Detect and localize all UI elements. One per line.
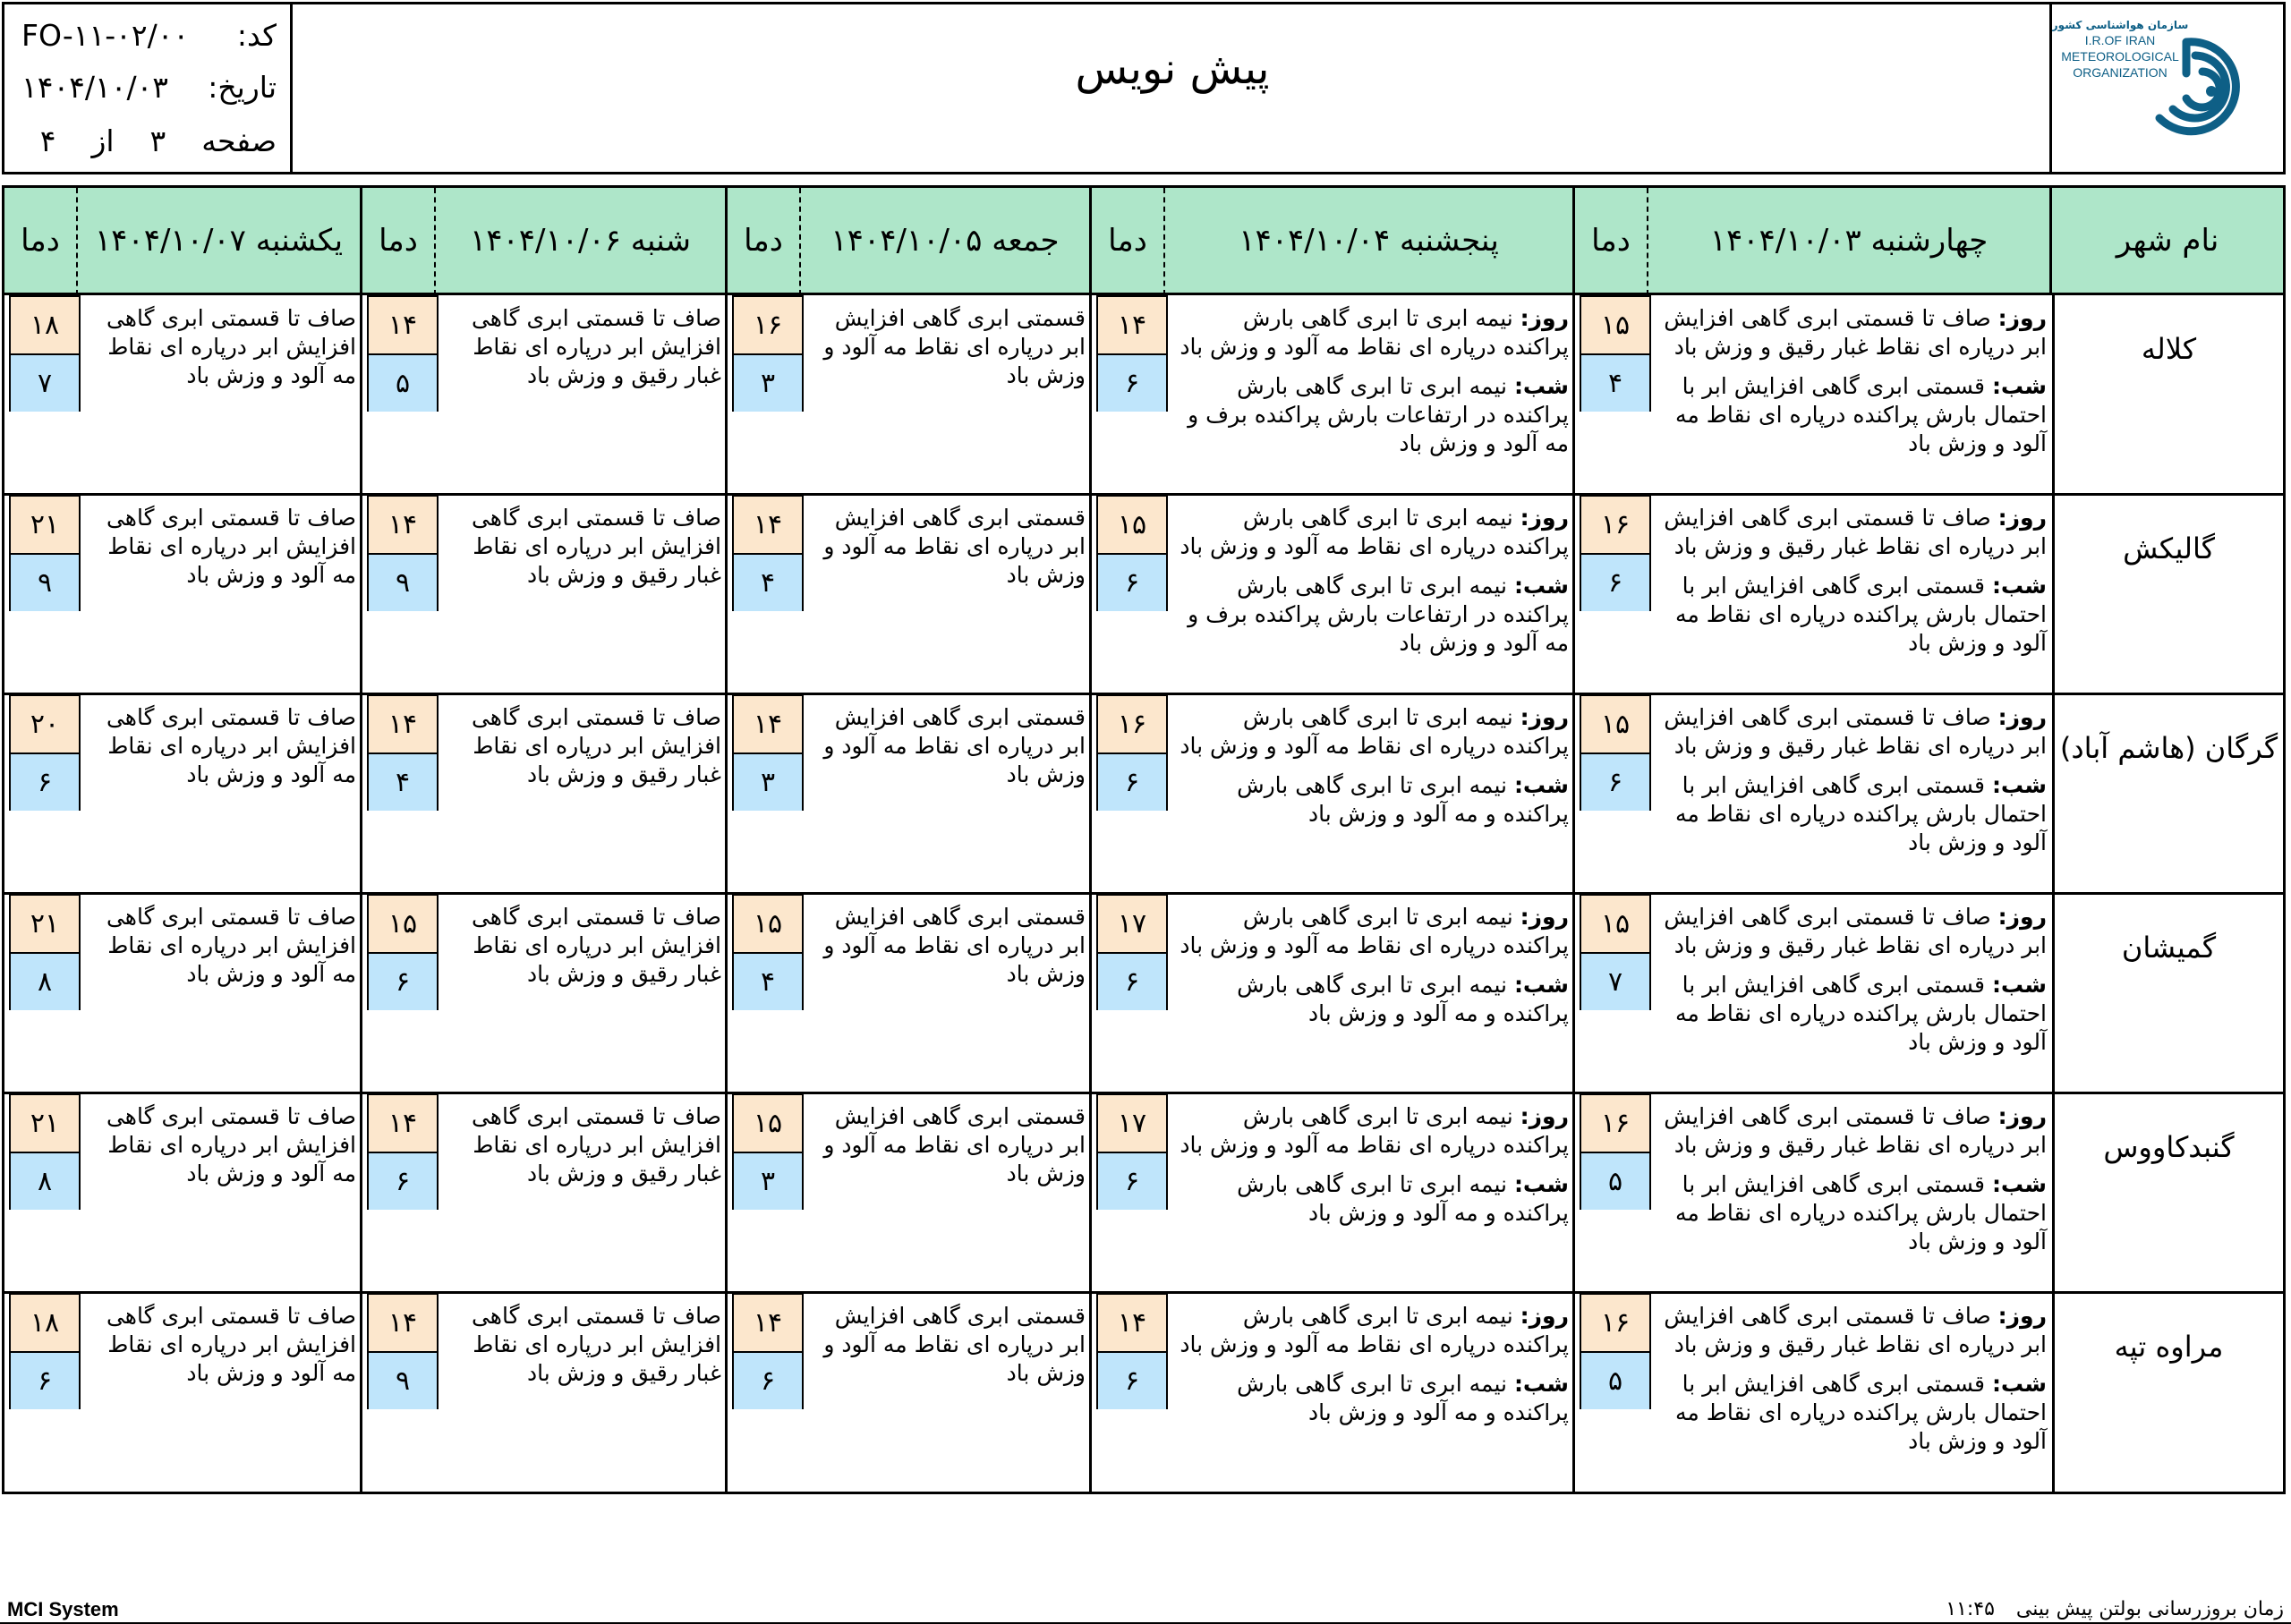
- document-meta: [2, 2, 293, 174]
- min-temperature: ۶: [11, 754, 79, 811]
- max-temperature: ۱۶: [1581, 1095, 1649, 1153]
- city-name: مراوه تپه: [2114, 1330, 2224, 1364]
- min-temperature: ۳: [734, 355, 802, 412]
- logo-cell: [2049, 2, 2286, 174]
- day-header-2: جمعه ۱۴۰۴/۱۰/۰۵: [801, 188, 1092, 295]
- max-temperature: ۲۰: [11, 696, 79, 754]
- temperature-box: [9, 894, 81, 1010]
- code-label: کد:: [236, 18, 277, 53]
- daily-forecast: صاف تا قسمتی ابری گاهی افزایش ابر درپاره ای نقاط مه آلود و وزش باد: [106, 1303, 356, 1386]
- forecast-description: [1179, 504, 1569, 668]
- max-temperature: ۱۴: [1098, 1295, 1166, 1353]
- forecast-description: [449, 304, 721, 390]
- forecast-description: [91, 1302, 356, 1388]
- page-total: ۴: [39, 123, 56, 158]
- forecast-description: [1662, 903, 2047, 1067]
- forecast-description: [1179, 1302, 1569, 1438]
- day-label: روز:: [1520, 305, 1569, 331]
- daily-forecast: صاف تا قسمتی ابری گاهی افزایش ابر درپاره ای نقاط غبار رقیق و وزش باد: [471, 704, 721, 787]
- page-label: صفحه: [201, 123, 277, 158]
- min-temperature: ۶: [1098, 954, 1166, 1010]
- day-label: روز:: [1997, 305, 2047, 331]
- min-temperature: ۶: [1098, 1353, 1166, 1409]
- night-label: شب:: [1991, 573, 2047, 599]
- day-forecast: نیمه ابری تا ابری گاهی بارش پراکنده درپاره ای نقاط مه آلود و وزش باد: [1180, 1103, 1569, 1158]
- day-header-0: چهارشنبه ۱۴۰۴/۱۰/۰۳: [1648, 188, 2052, 295]
- forecast-description: [449, 504, 721, 590]
- night-label: شب:: [1513, 772, 1569, 798]
- temperature-box: [732, 894, 804, 1010]
- night-label: شب:: [1513, 972, 1569, 998]
- temperature-box: [367, 694, 439, 811]
- temperature-box: [9, 295, 81, 412]
- date-label: تاریخ:: [208, 70, 277, 105]
- logo-text-fa: سازمان هواشناسی کشور: [2052, 19, 2189, 31]
- night-forecast: قسمتی ابری گاهی افزایش ابر با احتمال بارش پراکنده درپاره ای نقاط مه آلود و وزش باد: [1675, 373, 2047, 456]
- daily-forecast: قسمتی ابری گاهی افزایش ابر درپاره ای نقاط مه آلود و وزش باد: [823, 704, 1086, 787]
- day-forecast: صاف تا قسمتی ابری گاهی افزایش ابر درپاره ای نقاط غبار رقیق و وزش باد: [1664, 1103, 2047, 1158]
- min-temperature: ۶: [369, 954, 437, 1010]
- temperature-box: [1580, 694, 1651, 811]
- min-temperature: ۸: [11, 1153, 79, 1210]
- min-temperature: ۶: [1581, 555, 1649, 611]
- max-temperature: ۱۶: [734, 297, 802, 355]
- max-temperature: ۲۱: [11, 1095, 79, 1153]
- min-temperature: ۶: [369, 1153, 437, 1210]
- temp-header-0: دما: [1575, 188, 1648, 295]
- temperature-box: [732, 495, 804, 611]
- day-forecast: صاف تا قسمتی ابری گاهی افزایش ابر درپاره ای نقاط غبار رقیق و وزش باد: [1664, 704, 2047, 759]
- night-forecast: نیمه ابری تا ابری گاهی بارش پراکنده و مه آلود و وزش باد: [1237, 1371, 1569, 1425]
- night-label: شب:: [1513, 373, 1569, 399]
- max-temperature: ۱۴: [1098, 297, 1166, 355]
- max-temperature: ۱۴: [369, 297, 437, 355]
- day-forecast: صاف تا قسمتی ابری گاهی افزایش ابر درپاره ای نقاط غبار رقیق و وزش باد: [1664, 505, 2047, 559]
- daily-forecast: قسمتی ابری گاهی افزایش ابر درپاره ای نقاط مه آلود و وزش باد: [823, 1303, 1086, 1386]
- temperature-box: [1096, 495, 1168, 611]
- temperature-box: [732, 694, 804, 811]
- forecast-description: [449, 703, 721, 789]
- night-forecast: نیمه ابری تا ابری گاهی بارش پراکنده و مه آلود و وزش باد: [1237, 1171, 1569, 1226]
- max-temperature: ۱۵: [734, 1095, 802, 1153]
- footer-system-name: MCI System: [7, 1598, 119, 1620]
- night-forecast: نیمه ابری تا ابری گاهی بارش پراکنده در ارتفاعات بارش پراکنده برف و مه آلود و وزش باد: [1188, 373, 1569, 456]
- day-label: روز:: [1520, 704, 1569, 730]
- day-label: روز:: [1997, 1103, 2047, 1129]
- temperature-box: [367, 894, 439, 1010]
- max-temperature: ۱۵: [734, 896, 802, 954]
- forecast-description: [91, 304, 356, 390]
- forecast-description: [814, 1102, 1086, 1188]
- day-forecast: نیمه ابری تا ابری گاهی بارش پراکنده درپاره ای نقاط مه آلود و وزش باد: [1180, 704, 1569, 759]
- daily-forecast: صاف تا قسمتی ابری گاهی افزایش ابر درپاره ای نقاط مه آلود و وزش باد: [106, 305, 356, 388]
- temp-header-4: دما: [4, 188, 78, 295]
- min-temperature: ۵: [1581, 1153, 1649, 1210]
- day-header-3: شنبه ۱۴۰۴/۱۰/۰۶: [436, 188, 728, 295]
- max-temperature: ۱۸: [11, 1295, 79, 1353]
- temp-header-3: دما: [362, 188, 436, 295]
- night-forecast: نیمه ابری تا ابری گاهی بارش پراکنده و مه آلود و وزش باد: [1237, 972, 1569, 1026]
- day-forecast: صاف تا قسمتی ابری گاهی افزایش ابر درپاره ای نقاط غبار رقیق و وزش باد: [1664, 904, 2047, 958]
- max-temperature: ۱۵: [369, 896, 437, 954]
- night-label: شب:: [1991, 972, 2047, 998]
- max-temperature: ۱۵: [1581, 696, 1649, 754]
- max-temperature: ۱۵: [1581, 896, 1649, 954]
- min-temperature: ۸: [11, 954, 79, 1010]
- daily-forecast: صاف تا قسمتی ابری گاهی افزایش ابر درپاره ای نقاط مه آلود و وزش باد: [106, 505, 356, 588]
- temp-header-2: دما: [728, 188, 801, 295]
- day-forecast: نیمه ابری تا ابری گاهی بارش پراکنده درپاره ای نقاط مه آلود و وزش باد: [1180, 505, 1569, 559]
- day-header-1: پنجشنبه ۱۴۰۴/۱۰/۰۴: [1165, 188, 1575, 295]
- night-label: شب:: [1513, 573, 1569, 599]
- code-value: FO-۱۱-۰۲/۰۰: [21, 18, 190, 53]
- max-temperature: ۱۴: [734, 497, 802, 555]
- temperature-box: [367, 1293, 439, 1409]
- night-label: شب:: [1991, 1371, 2047, 1397]
- city-name: کلاله: [2141, 332, 2197, 366]
- page-title: پیش نویس: [1075, 44, 1270, 94]
- forecast-description: [814, 703, 1086, 789]
- temperature-box: [367, 1093, 439, 1210]
- min-temperature: ۳: [734, 1153, 802, 1210]
- max-temperature: ۱۸: [11, 297, 79, 355]
- max-temperature: ۱۷: [1098, 1095, 1166, 1153]
- night-label: شب:: [1991, 772, 2047, 798]
- temperature-box: [1580, 295, 1651, 412]
- date-row: [21, 70, 277, 105]
- min-temperature: ۴: [369, 754, 437, 811]
- day-forecast: نیمه ابری تا ابری گاهی بارش پراکنده درپاره ای نقاط مه آلود و وزش باد: [1180, 904, 1569, 958]
- logo-text-2: METEOROLOGICAL: [2061, 49, 2179, 64]
- temperature-box: [1580, 1293, 1651, 1409]
- night-forecast: قسمتی ابری گاهی افزایش ابر با احتمال بارش پراکنده درپاره ای نقاط مه آلود و وزش باد: [1675, 573, 2047, 656]
- temperature-box: [732, 1293, 804, 1409]
- temperature-box: [9, 694, 81, 811]
- temperature-box: [732, 1093, 804, 1210]
- forecast-description: [1662, 304, 2047, 469]
- temperature-box: [9, 1293, 81, 1409]
- temperature-box: [367, 295, 439, 412]
- max-temperature: ۱۵: [1581, 297, 1649, 355]
- max-temperature: ۱۴: [369, 497, 437, 555]
- temperature-box: [1580, 495, 1651, 611]
- max-temperature: ۱۶: [1098, 696, 1166, 754]
- forecast-description: [1662, 1302, 2047, 1467]
- forecast-description: [91, 504, 356, 590]
- temperature-box: [1096, 295, 1168, 412]
- day-forecast: نیمه ابری تا ابری گاهی بارش پراکنده درپاره ای نقاط مه آلود و وزش باد: [1180, 305, 1569, 360]
- max-temperature: ۱۷: [1098, 896, 1166, 954]
- city-name: گمیشان: [2121, 931, 2217, 965]
- max-temperature: ۱۶: [1581, 497, 1649, 555]
- forecast-description: [814, 304, 1086, 390]
- temperature-box: [732, 295, 804, 412]
- city-name: گنبدکاووس: [2103, 1130, 2235, 1164]
- logo-text-1: I.R.OF IRAN: [2084, 33, 2156, 47]
- min-temperature: ۷: [1581, 954, 1649, 1010]
- page-current: ۳: [149, 123, 166, 158]
- min-temperature: ۷: [11, 355, 79, 412]
- page-of: از: [91, 123, 115, 158]
- max-temperature: ۱۴: [369, 1295, 437, 1353]
- daily-forecast: قسمتی ابری گاهی افزایش ابر درپاره ای نقاط مه آلود و وزش باد: [823, 505, 1086, 588]
- night-label: شب:: [1991, 373, 2047, 399]
- forecast-description: [1179, 903, 1569, 1039]
- min-temperature: ۶: [734, 1353, 802, 1409]
- forecast-description: [1179, 703, 1569, 839]
- city-column-header: نام شهر: [2052, 188, 2283, 295]
- night-forecast: قسمتی ابری گاهی افزایش ابر با احتمال بارش پراکنده درپاره ای نقاط مه آلود و وزش باد: [1675, 1171, 2047, 1254]
- daily-forecast: صاف تا قسمتی ابری گاهی افزایش ابر درپاره ای نقاط مه آلود و وزش باد: [106, 704, 356, 787]
- forecast-description: [814, 504, 1086, 590]
- logo-text-3: ORGANIZATION: [2073, 65, 2168, 80]
- max-temperature: ۱۴: [369, 1095, 437, 1153]
- forecast-table: [2, 185, 2286, 1494]
- min-temperature: ۶: [1098, 355, 1166, 412]
- min-temperature: ۴: [734, 555, 802, 611]
- daily-forecast: قسمتی ابری گاهی افزایش ابر درپاره ای نقاط مه آلود و وزش باد: [823, 904, 1086, 987]
- forecast-description: [1662, 703, 2047, 868]
- temp-header-1: دما: [1092, 188, 1165, 295]
- forecast-description: [814, 1302, 1086, 1388]
- day-forecast: صاف تا قسمتی ابری گاهی افزایش ابر درپاره ای نقاط غبار رقیق و وزش باد: [1664, 305, 2047, 360]
- date-value: ۱۴۰۴/۱۰/۰۳: [21, 70, 169, 105]
- min-temperature: ۶: [11, 1353, 79, 1409]
- day-label: روز:: [1520, 1103, 1569, 1129]
- forecast-description: [91, 903, 356, 989]
- city-name: گالیکش: [2123, 531, 2215, 565]
- daily-forecast: صاف تا قسمتی ابری گاهی افزایش ابر درپاره ای نقاط مه آلود و وزش باد: [106, 1103, 356, 1186]
- min-temperature: ۶: [1098, 555, 1166, 611]
- forecast-description: [91, 703, 356, 789]
- daily-forecast: صاف تا قسمتی ابری گاهی افزایش ابر درپاره ای نقاط غبار رقیق و وزش باد: [471, 1303, 721, 1386]
- night-label: شب:: [1991, 1171, 2047, 1197]
- max-temperature: ۱۴: [734, 696, 802, 754]
- min-temperature: ۶: [1098, 754, 1166, 811]
- min-temperature: ۹: [11, 555, 79, 611]
- night-forecast: قسمتی ابری گاهی افزایش ابر با احتمال بارش پراکنده درپاره ای نقاط مه آلود و وزش باد: [1675, 972, 2047, 1055]
- temperature-box: [9, 495, 81, 611]
- max-temperature: ۱۶: [1581, 1295, 1649, 1353]
- temperature-box: [367, 495, 439, 611]
- min-temperature: ۴: [734, 954, 802, 1010]
- forecast-description: [1662, 1102, 2047, 1267]
- daily-forecast: صاف تا قسمتی ابری گاهی افزایش ابر درپاره ای نقاط غبار رقیق و وزش باد: [471, 904, 721, 987]
- max-temperature: ۱۵: [1098, 497, 1166, 555]
- max-temperature: ۱۴: [734, 1295, 802, 1353]
- city-name: گرگان (هاشم آباد): [2059, 731, 2278, 765]
- night-forecast: قسمتی ابری گاهی افزایش ابر با احتمال بارش پراکنده درپاره ای نقاط مه آلود و وزش باد: [1675, 1371, 2047, 1454]
- forecast-description: [814, 903, 1086, 989]
- forecast-description: [1179, 304, 1569, 469]
- daily-forecast: صاف تا قسمتی ابری گاهی افزایش ابر درپاره ای نقاط غبار رقیق و وزش باد: [471, 1103, 721, 1186]
- page-row: [21, 123, 277, 158]
- day-forecast: صاف تا قسمتی ابری گاهی افزایش ابر درپاره ای نقاط غبار رقیق و وزش باد: [1664, 1303, 2047, 1357]
- temperature-box: [1580, 1093, 1651, 1210]
- forecast-description: [1662, 504, 2047, 668]
- night-forecast: نیمه ابری تا ابری گاهی بارش پراکنده در ارتفاعات بارش پراکنده برف و مه آلود و وزش باد: [1188, 573, 1569, 656]
- daily-forecast: صاف تا قسمتی ابری گاهی افزایش ابر درپاره ای نقاط غبار رقیق و وزش باد: [471, 505, 721, 588]
- min-temperature: ۹: [369, 555, 437, 611]
- min-temperature: ۶: [1581, 754, 1649, 811]
- temperature-box: [1096, 1093, 1168, 1210]
- day-label: روز:: [1997, 1303, 2047, 1329]
- temperature-box: [1096, 894, 1168, 1010]
- day-label: روز:: [1997, 505, 2047, 531]
- day-label: روز:: [1997, 704, 2047, 730]
- min-temperature: ۹: [369, 1353, 437, 1409]
- min-temperature: ۳: [734, 754, 802, 811]
- forecast-description: [1179, 1102, 1569, 1238]
- day-label: روز:: [1520, 505, 1569, 531]
- forecast-description: [91, 1102, 356, 1188]
- min-temperature: ۴: [1581, 355, 1649, 412]
- code-row: [21, 18, 277, 53]
- forecast-description: [449, 1102, 721, 1188]
- forecast-description: [449, 1302, 721, 1388]
- footer-update-value: ۱۱:۴۵: [1946, 1598, 1995, 1620]
- daily-forecast: قسمتی ابری گاهی افزایش ابر درپاره ای نقاط مه آلود و وزش باد: [823, 305, 1086, 388]
- max-temperature: ۱۴: [369, 696, 437, 754]
- temperature-box: [1096, 694, 1168, 811]
- max-temperature: ۲۱: [11, 497, 79, 555]
- temperature-box: [1580, 894, 1651, 1010]
- day-label: روز:: [1520, 1303, 1569, 1329]
- min-temperature: ۵: [369, 355, 437, 412]
- min-temperature: ۶: [1098, 1153, 1166, 1210]
- daily-forecast: صاف تا قسمتی ابری گاهی افزایش ابر درپاره ای نقاط غبار رقیق و وزش باد: [471, 305, 721, 388]
- daily-forecast: صاف تا قسمتی ابری گاهی افزایش ابر درپاره ای نقاط مه آلود و وزش باد: [106, 904, 356, 987]
- day-label: روز:: [1997, 904, 2047, 930]
- night-forecast: نیمه ابری تا ابری گاهی بارش پراکنده و مه آلود و وزش باد: [1237, 772, 1569, 827]
- day-header-4: یکشنبه ۱۴۰۴/۱۰/۰۷: [78, 188, 362, 295]
- day-forecast: نیمه ابری تا ابری گاهی بارش پراکنده درپاره ای نقاط مه آلود و وزش باد: [1180, 1303, 1569, 1357]
- night-forecast: قسمتی ابری گاهی افزایش ابر با احتمال بارش پراکنده درپاره ای نقاط مه آلود و وزش باد: [1675, 772, 2047, 855]
- footer-update-label: زمان بروزرسانی بولتن پیش بینی: [2015, 1598, 2284, 1620]
- meteorological-organization-logo: [2052, 2, 2288, 172]
- daily-forecast: قسمتی ابری گاهی افزایش ابر درپاره ای نقاط مه آلود و وزش باد: [823, 1103, 1086, 1186]
- day-label: روز:: [1520, 904, 1569, 930]
- min-temperature: ۵: [1581, 1353, 1649, 1409]
- forecast-description: [449, 903, 721, 989]
- temperature-box: [9, 1093, 81, 1210]
- temperature-box: [1096, 1293, 1168, 1409]
- footer-update-time: [1946, 1598, 2284, 1620]
- max-temperature: ۲۱: [11, 896, 79, 954]
- night-label: شب:: [1513, 1171, 1569, 1197]
- night-label: شب:: [1513, 1371, 1569, 1397]
